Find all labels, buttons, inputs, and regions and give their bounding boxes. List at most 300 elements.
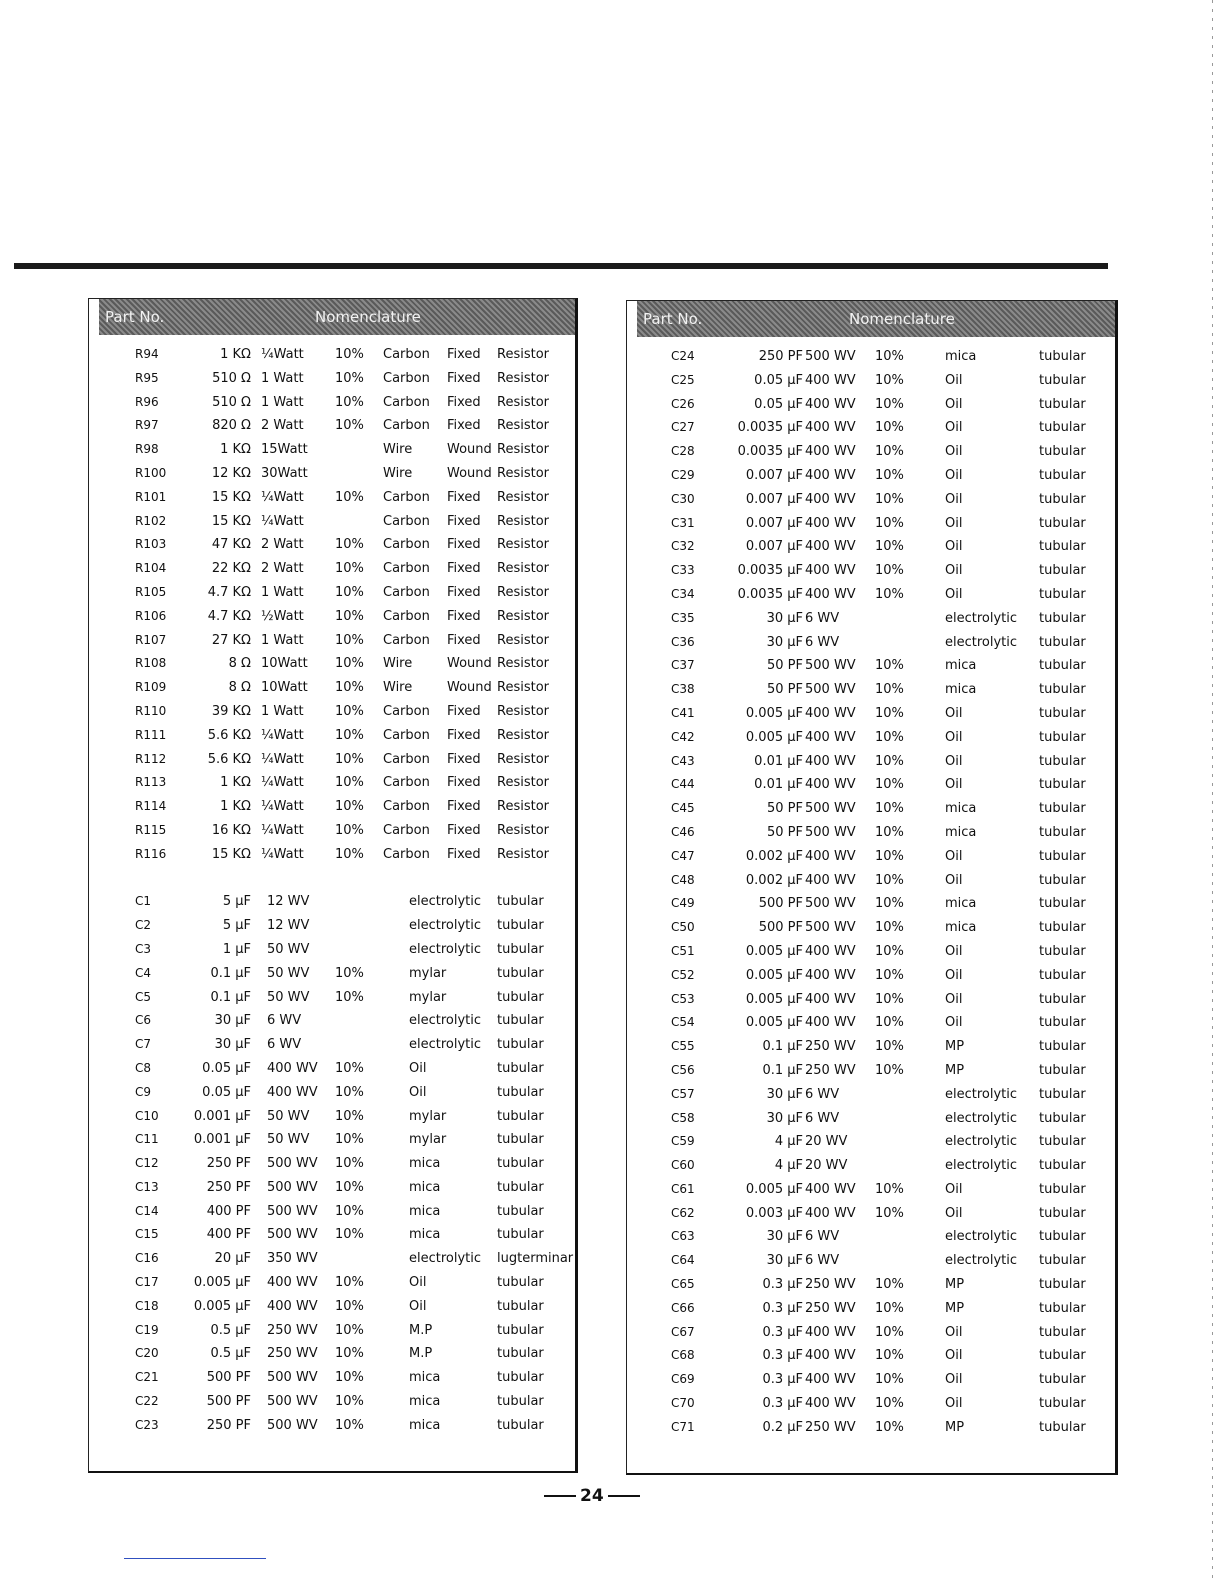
right-table-rows — [637, 345, 1115, 1440]
table-cell: C56 — [671, 1062, 695, 1077]
table-row — [637, 488, 1115, 512]
table-cell: C58 — [671, 1110, 695, 1125]
table-cell: C54 — [671, 1015, 695, 1030]
table-row — [637, 1083, 1115, 1107]
table-cell: 10% — [335, 846, 364, 862]
table-row — [637, 750, 1115, 774]
table-row — [637, 1130, 1115, 1154]
table-cell: mylar — [409, 965, 447, 981]
table-cell: R110 — [135, 703, 167, 718]
table-cell: tubular — [497, 918, 544, 934]
table-cell: 10% — [335, 1322, 364, 1338]
table-cell: Oil — [945, 872, 963, 888]
table-cell: C9 — [135, 1084, 152, 1099]
table-cell: Fixed — [447, 703, 481, 719]
table-cell: 0.0035 μF — [737, 586, 803, 602]
table-cell: C13 — [135, 1179, 159, 1194]
table-cell: C46 — [671, 824, 695, 839]
table-cell: 10% — [335, 418, 364, 434]
table-row — [637, 988, 1115, 1012]
table-cell: tubular — [1039, 515, 1086, 531]
table-cell: 0.3 μF — [762, 1324, 803, 1340]
table-cell: C67 — [671, 1324, 695, 1339]
table-cell: C2 — [135, 918, 152, 933]
table-cell: electrolytic — [945, 634, 1018, 650]
table-cell: tubular — [497, 965, 544, 981]
table-cell: C28 — [671, 444, 695, 459]
table-row — [637, 1392, 1115, 1416]
table-cell: tubular — [1039, 1348, 1086, 1364]
table-row — [637, 1225, 1115, 1249]
table-cell: MP — [945, 1039, 965, 1055]
table-cell: C4 — [135, 965, 152, 980]
table-cell: Resistor — [497, 822, 549, 838]
right-parts-table — [626, 300, 1118, 1475]
table-cell: tubular — [1039, 753, 1086, 769]
table-cell: tubular — [1039, 1277, 1086, 1293]
table-cell: 10% — [335, 1132, 364, 1148]
table-cell: 500 WV — [267, 1203, 318, 1219]
table-cell: 10% — [875, 1039, 904, 1055]
table-cell: 30 μF — [766, 1110, 803, 1126]
table-row — [99, 1152, 575, 1176]
table-cell: MP — [945, 1062, 965, 1078]
table-cell: 400 WV — [267, 1084, 318, 1100]
table-cell: 6 WV — [267, 1013, 302, 1029]
table-cell: C26 — [671, 396, 695, 411]
table-row — [637, 631, 1115, 655]
table-row — [99, 724, 575, 748]
table-cell: 400 WV — [805, 420, 856, 436]
table-cell: 0.3 μF — [762, 1348, 803, 1364]
table-cell: 400 WV — [805, 396, 856, 412]
table-cell: C59 — [671, 1134, 695, 1149]
page-number: 24 — [540, 1486, 644, 1506]
table-cell: Resistor — [497, 370, 549, 386]
table-cell: 500 PF — [206, 1394, 251, 1410]
table-cell: 0.005 μF — [745, 705, 803, 721]
table-cell: Resistor — [497, 347, 549, 362]
table-cell: 250 PF — [206, 1156, 251, 1172]
table-cell: 500 PF — [758, 896, 803, 912]
table-row — [99, 652, 575, 676]
table-cell: 2 Watt — [261, 561, 304, 577]
table-cell: C15 — [135, 1227, 159, 1242]
table-cell: Carbon — [383, 394, 430, 410]
table-cell: tubular — [1039, 1015, 1086, 1031]
table-cell: 500 WV — [267, 1394, 318, 1410]
table-row — [99, 795, 575, 819]
table-cell: R97 — [135, 418, 159, 433]
table-cell: C65 — [671, 1277, 695, 1292]
table-cell: ¼Watt — [261, 513, 304, 529]
table-cell: 10% — [335, 775, 364, 791]
table-cell: 10% — [875, 1324, 904, 1340]
table-row — [99, 1223, 575, 1247]
table-cell: 0.1 μF — [210, 965, 251, 981]
table-cell: Resistor — [497, 727, 549, 743]
table-cell: 4 μF — [774, 1158, 803, 1174]
part-no-header: Part No. — [643, 310, 703, 328]
table-cell: tubular — [497, 1156, 544, 1172]
table-row — [99, 1176, 575, 1200]
table-cell: Resistor — [497, 799, 549, 815]
table-cell: 10% — [335, 1203, 364, 1219]
table-cell: 400 WV — [805, 1348, 856, 1364]
table-cell: 400 WV — [805, 1324, 856, 1340]
table-row — [99, 581, 575, 605]
table-cell: Resistor — [497, 632, 549, 648]
table-cell: C21 — [135, 1370, 159, 1385]
table-row — [99, 1390, 575, 1414]
table-cell: 400 WV — [805, 491, 856, 507]
table-cell: 2 Watt — [261, 418, 304, 434]
table-cell: 10% — [335, 680, 364, 696]
table-row — [637, 1011, 1115, 1035]
table-cell: R111 — [135, 727, 167, 742]
header-rule — [14, 263, 1108, 269]
table-cell: 10% — [335, 1156, 364, 1172]
table-cell: R107 — [135, 632, 167, 647]
table-cell: 0.005 μF — [745, 1015, 803, 1031]
table-cell: C7 — [135, 1037, 152, 1052]
table-cell: Fixed — [447, 799, 481, 815]
table-cell: 400 WV — [805, 515, 856, 531]
page-edge — [1212, 0, 1213, 1584]
table-cell: 250 WV — [267, 1322, 318, 1338]
table-cell: 6 WV — [805, 1110, 840, 1126]
table-cell: 0.01 μF — [754, 753, 803, 769]
table-cell: 10% — [335, 1394, 364, 1410]
table-cell: C3 — [135, 941, 152, 956]
table-cell: 4.7 KΩ — [207, 608, 251, 624]
table-cell: Carbon — [383, 347, 430, 362]
table-cell: 400 WV — [805, 777, 856, 793]
table-row — [99, 914, 575, 938]
table-cell: R106 — [135, 608, 167, 623]
table-cell: C37 — [671, 658, 695, 673]
table-cell: Oil — [945, 729, 963, 745]
table-cell: Resistor — [497, 537, 549, 553]
table-cell: mica — [409, 1227, 441, 1243]
table-cell: 250 WV — [805, 1300, 856, 1316]
table-cell: Oil — [945, 491, 963, 507]
table-cell: C16 — [135, 1251, 159, 1266]
table-cell: 0.3 μF — [762, 1277, 803, 1293]
table-cell: 0.05 μF — [754, 372, 803, 388]
table-cell: 10% — [875, 491, 904, 507]
table-cell: 1 KΩ — [220, 775, 251, 791]
table-cell: tubular — [1039, 349, 1086, 364]
table-row — [637, 559, 1115, 583]
table-cell: C32 — [671, 539, 695, 554]
table-row — [637, 416, 1115, 440]
table-cell: tubular — [1039, 1324, 1086, 1340]
table-cell: 10% — [875, 872, 904, 888]
table-cell: C5 — [135, 989, 152, 1004]
table-cell: 0.0035 μF — [737, 444, 803, 460]
table-cell: 400 WV — [805, 872, 856, 888]
table-cell: ¼Watt — [261, 751, 304, 767]
table-cell: 10% — [875, 349, 904, 364]
table-cell: Carbon — [383, 608, 430, 624]
table-cell: tubular — [1039, 1062, 1086, 1078]
table-cell: ¼Watt — [261, 727, 304, 743]
table-cell: C30 — [671, 491, 695, 506]
table-row — [99, 1081, 575, 1105]
table-row — [637, 797, 1115, 821]
table-cell: mica — [409, 1417, 441, 1433]
table-cell: tubular — [497, 1275, 544, 1291]
table-row — [99, 1295, 575, 1319]
table-cell: C51 — [671, 943, 695, 958]
table-cell: 250 PF — [206, 1417, 251, 1433]
table-cell: Carbon — [383, 370, 430, 386]
table-cell: 400 WV — [805, 967, 856, 983]
table-cell: 0.007 μF — [745, 515, 803, 531]
table-cell: 10% — [335, 1084, 364, 1100]
table-cell: 1 Watt — [261, 370, 304, 386]
table-cell: Resistor — [497, 680, 549, 696]
table-cell: 50 WV — [267, 1132, 310, 1148]
table-cell: tubular — [1039, 991, 1086, 1007]
table-cell: 30 μF — [766, 610, 803, 626]
table-cell: C25 — [671, 372, 695, 387]
table-cell: 500 WV — [805, 824, 856, 840]
table-row — [637, 1059, 1115, 1083]
table-cell: 0.005 μF — [193, 1298, 251, 1314]
table-row — [99, 1057, 575, 1081]
table-cell: 30Watt — [261, 465, 308, 481]
table-cell: 400 WV — [805, 467, 856, 483]
table-cell: Carbon — [383, 513, 430, 529]
table-cell: 250 WV — [805, 1419, 856, 1435]
table-cell: 30 μF — [214, 1037, 251, 1053]
table-cell: tubular — [1039, 1134, 1086, 1150]
table-cell: tubular — [1039, 1181, 1086, 1197]
table-cell: C53 — [671, 991, 695, 1006]
table-cell: 4.7 KΩ — [207, 584, 251, 600]
table-cell: Resistor — [497, 489, 549, 505]
table-cell: 20 μF — [214, 1251, 251, 1267]
table-cell: C57 — [671, 1086, 695, 1101]
table-cell: 0.1 μF — [210, 989, 251, 1005]
table-cell: 1 KΩ — [220, 347, 251, 362]
table-cell: R114 — [135, 799, 167, 814]
table-cell: Fixed — [447, 727, 481, 743]
table-cell: 500 WV — [805, 349, 856, 364]
table-cell: 510 Ω — [212, 394, 251, 410]
table-cell: mica — [945, 349, 977, 364]
table-cell: 12 WV — [267, 918, 310, 934]
table-cell: 15 KΩ — [211, 489, 251, 505]
table-cell: Carbon — [383, 584, 430, 600]
table-cell: 10% — [875, 467, 904, 483]
table-cell: electrolytic — [945, 1253, 1018, 1269]
table-cell: 500 WV — [267, 1179, 318, 1195]
table-cell: tubular — [497, 1132, 544, 1148]
table-cell: R100 — [135, 465, 167, 480]
table-cell: 10% — [335, 989, 364, 1005]
table-cell: C10 — [135, 1108, 159, 1123]
table-row — [637, 940, 1115, 964]
table-cell: 8 Ω — [228, 656, 251, 672]
table-cell: tubular — [497, 1108, 544, 1124]
table-cell: tubular — [497, 1298, 544, 1314]
table-cell: C69 — [671, 1372, 695, 1387]
table-cell: Oil — [945, 444, 963, 460]
table-cell: mica — [945, 658, 977, 674]
table-cell: tubular — [1039, 801, 1086, 817]
table-cell: R95 — [135, 370, 159, 385]
table-cell: R102 — [135, 513, 167, 528]
table-cell: Fixed — [447, 584, 481, 600]
table-cell: tubular — [1039, 872, 1086, 888]
table-cell: C50 — [671, 920, 695, 935]
table-cell: C23 — [135, 1417, 159, 1432]
table-cell: mylar — [409, 1132, 447, 1148]
table-cell: 10% — [335, 965, 364, 981]
table-cell: C44 — [671, 777, 695, 792]
table-cell: C14 — [135, 1203, 159, 1218]
table-cell: tubular — [497, 941, 544, 957]
table-cell: 250 WV — [267, 1346, 318, 1362]
table-cell: C29 — [671, 467, 695, 482]
table-cell: 10% — [875, 586, 904, 602]
table-cell: tubular — [1039, 444, 1086, 460]
table-cell: ¼Watt — [261, 822, 304, 838]
table-row — [637, 678, 1115, 702]
table-cell: C61 — [671, 1181, 695, 1196]
table-cell: 0.007 μF — [745, 539, 803, 555]
table-cell: Wound — [447, 680, 492, 696]
table-row — [99, 414, 575, 438]
table-cell: R112 — [135, 751, 167, 766]
table-cell: ¼Watt — [261, 775, 304, 791]
table-cell: 400 WV — [805, 753, 856, 769]
table-cell: 30 μF — [766, 1253, 803, 1269]
table-cell: 10% — [335, 727, 364, 743]
table-row — [99, 1105, 575, 1129]
table-row — [99, 771, 575, 795]
table-cell: 10% — [875, 444, 904, 460]
table-row — [99, 1009, 575, 1033]
table-row — [99, 1271, 575, 1295]
table-row — [637, 393, 1115, 417]
table-cell: Fixed — [447, 347, 481, 362]
table-cell: 10% — [875, 967, 904, 983]
table-cell: 10% — [335, 751, 364, 767]
table-cell: tubular — [1039, 658, 1086, 674]
table-cell: Oil — [945, 967, 963, 983]
table-cell: 0.005 μF — [745, 729, 803, 745]
table-cell: 5 μF — [222, 918, 251, 934]
table-cell: Fixed — [447, 418, 481, 434]
table-cell: tubular — [1039, 634, 1086, 650]
table-cell: tubular — [1039, 586, 1086, 602]
table-row — [99, 343, 575, 367]
table-cell: Carbon — [383, 632, 430, 648]
table-cell: tubular — [1039, 1396, 1086, 1412]
table-cell: C24 — [671, 349, 695, 363]
table-cell: 10% — [875, 1372, 904, 1388]
table-cell: tubular — [497, 1417, 544, 1433]
table-cell: 250 PF — [206, 1179, 251, 1195]
table-cell: R103 — [135, 537, 167, 552]
table-row — [637, 726, 1115, 750]
table-row — [637, 773, 1115, 797]
table-cell: tubular — [1039, 1229, 1086, 1245]
table-row — [99, 1319, 575, 1343]
table-cell: Fixed — [447, 608, 481, 624]
table-cell: Oil — [945, 1324, 963, 1340]
table-cell: 10% — [335, 347, 364, 362]
table-cell: 500 WV — [805, 682, 856, 698]
table-cell: R96 — [135, 394, 159, 409]
table-cell: Wire — [383, 442, 413, 458]
table-cell: 10% — [335, 822, 364, 838]
table-cell: ¼Watt — [261, 846, 304, 862]
table-cell: 10% — [335, 489, 364, 505]
table-cell: Fixed — [447, 537, 481, 553]
table-cell: tubular — [1039, 705, 1086, 721]
table-cell: C71 — [671, 1419, 695, 1434]
table-cell: Fixed — [447, 751, 481, 767]
table-cell: 50 PF — [767, 658, 803, 674]
table-cell: Carbon — [383, 775, 430, 791]
table-cell: Carbon — [383, 822, 430, 838]
table-cell: R94 — [135, 347, 159, 361]
table-cell: ½Watt — [261, 608, 304, 624]
table-cell: 400 WV — [805, 1396, 856, 1412]
table-cell: C8 — [135, 1060, 152, 1075]
table-cell: Carbon — [383, 727, 430, 743]
table-cell: 10% — [875, 801, 904, 817]
table-cell: tubular — [1039, 682, 1086, 698]
table-cell: R115 — [135, 822, 167, 837]
table-cell: mica — [945, 824, 977, 840]
table-cell: R109 — [135, 680, 167, 695]
table-cell: tubular — [1039, 777, 1086, 793]
table-cell: Carbon — [383, 751, 430, 767]
table-cell: 0.1 μF — [762, 1039, 803, 1055]
left-parts-table — [88, 298, 578, 1473]
table-row — [637, 892, 1115, 916]
table-row — [99, 1033, 575, 1057]
table-cell: 10% — [335, 370, 364, 386]
table-cell: 0.1 μF — [762, 1062, 803, 1078]
table-cell: 10% — [335, 1346, 364, 1362]
table-cell: 1 Watt — [261, 632, 304, 648]
table-cell: mica — [409, 1394, 441, 1410]
table-cell: 400 WV — [805, 372, 856, 388]
table-cell: tubular — [1039, 1205, 1086, 1221]
table-cell: 0.3 μF — [762, 1396, 803, 1412]
table-cell: C66 — [671, 1300, 695, 1315]
table-cell: 400 WV — [805, 1015, 856, 1031]
table-cell: Resistor — [497, 584, 549, 600]
table-cell: 10% — [335, 1227, 364, 1243]
table-cell: electrolytic — [945, 1158, 1018, 1174]
table-cell: 400 WV — [267, 1298, 318, 1314]
table-cell: Oil — [945, 1015, 963, 1031]
table-cell: Oil — [945, 586, 963, 602]
table-cell: C41 — [671, 705, 695, 720]
table-cell: 400 WV — [805, 991, 856, 1007]
table-cell: 500 WV — [805, 896, 856, 912]
table-cell: Resistor — [497, 394, 549, 410]
table-cell: C62 — [671, 1205, 695, 1220]
